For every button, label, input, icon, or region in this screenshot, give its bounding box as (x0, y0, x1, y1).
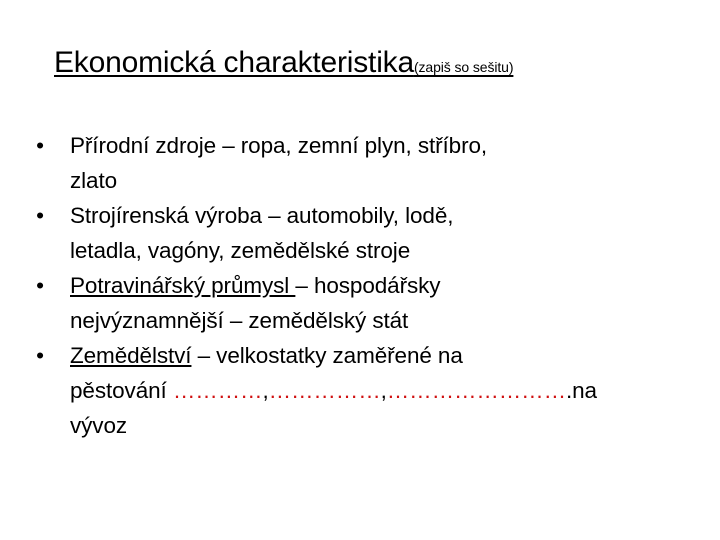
bullet-text-cont-suffix: .na (565, 378, 597, 403)
title-main: Ekonomická charakteristika (54, 46, 414, 79)
bullet-text-cont: nejvýznamnější – zemědělský stát (70, 308, 409, 333)
blank-separator-1: , (262, 378, 269, 403)
bullet-icon: • (36, 133, 44, 158)
bullet-text: – velkostatky zaměřené na (191, 343, 463, 368)
bullet-lead-underlined: Potravinářský průmysl (70, 273, 296, 298)
bullet-item-agriculture (28, 338, 668, 443)
bullet-text: Přírodní zdroje – ropa, zemní plyn, stříbro, (70, 133, 488, 158)
bullet-text-cont: letadla, vagóny, zemědělské stroje (70, 238, 411, 263)
bullet-list (28, 128, 668, 443)
bullet-text-cont-2: vývoz (70, 413, 128, 438)
bullet-item-food-industry (28, 268, 668, 338)
bullet-text-cont-prefix: pěstování (70, 378, 173, 403)
bullet-icon: • (36, 203, 44, 228)
bullet-item-natural-resources (28, 128, 668, 198)
fill-blank-2: …………… (268, 378, 381, 403)
bullet-icon: • (36, 343, 44, 368)
bullet-text: Strojírenská výroba – automobily, lodě, (70, 203, 454, 228)
title-subtitle: (zapiš so sešitu) (413, 59, 514, 75)
bullet-text: – hospodářsky (295, 273, 441, 298)
bullet-item-engineering (28, 198, 668, 268)
fill-blank-1: ………… (172, 378, 263, 403)
slide-title (54, 46, 513, 80)
bullet-lead-underlined: Zemědělství (70, 343, 192, 368)
fill-blank-3: …………………… (386, 378, 566, 403)
blank-separator-2: , (380, 378, 387, 403)
bullet-text-cont: zlato (70, 168, 118, 193)
bullet-icon: • (36, 273, 44, 298)
